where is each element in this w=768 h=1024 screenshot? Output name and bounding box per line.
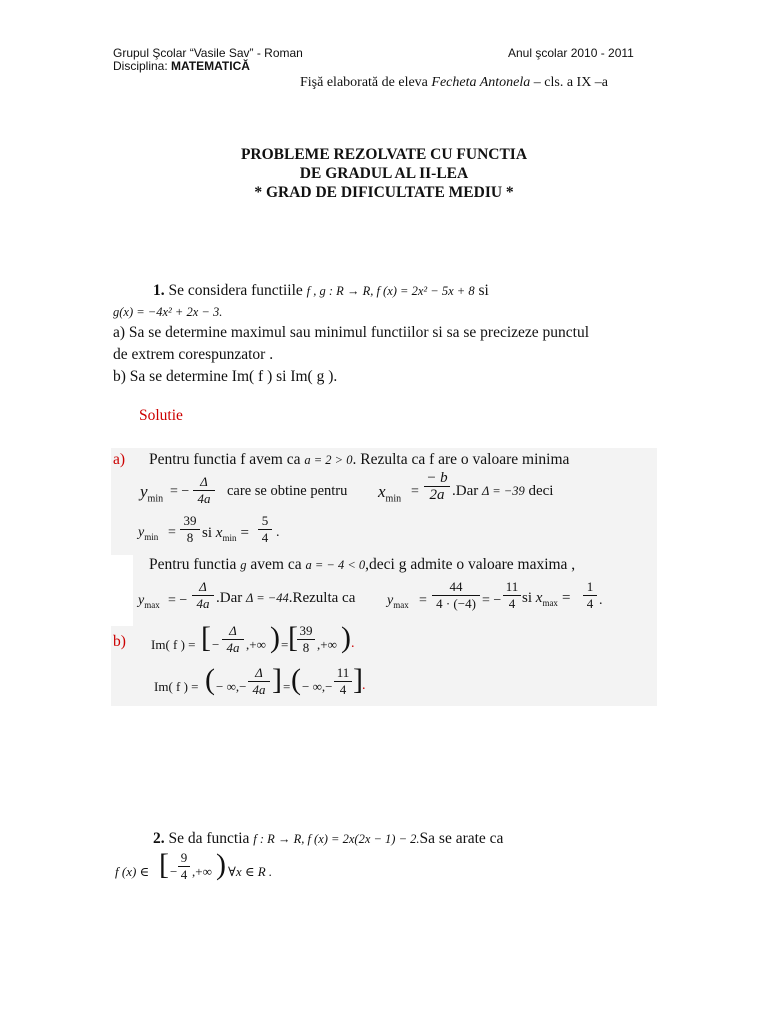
img-eq: = xyxy=(283,679,291,694)
img-dot: . xyxy=(362,678,366,693)
ymin-eq-2: = xyxy=(168,525,176,540)
imf-minus: − xyxy=(212,637,220,652)
imf-plusinf-2: ,+∞ xyxy=(317,637,337,652)
title-line-2: DE GRADUL AL II-LEA xyxy=(299,165,469,182)
problem1-number: 1. xyxy=(153,282,165,299)
ymax-symbol: $y_{max}$ xyxy=(138,593,160,610)
dar-delta: .Dar Δ = −39 deci xyxy=(452,483,554,499)
p2-plusinf: ,+∞ xyxy=(192,864,212,879)
imf-bracket-open-2: [ xyxy=(288,621,298,654)
solution-label: Solutie xyxy=(139,407,183,424)
p2-minus: − xyxy=(170,864,178,879)
xmin-eq: = xyxy=(411,484,419,499)
img-bracket-close: ] xyxy=(272,663,282,696)
frac-1-4: 1 4 xyxy=(583,580,597,611)
problem2-number: 2. xyxy=(153,830,165,847)
problem2-lhs: f (x) ∈ xyxy=(115,864,150,879)
dot-2: . xyxy=(599,593,603,608)
solution-a-line1 xyxy=(149,451,569,469)
a-line1-pre: Pentru functia f avem ca xyxy=(149,451,305,468)
si-xmax: si $x_{max}$ = xyxy=(522,590,571,608)
problem1-def: f , g : R → R, f (x) = 2x² − 5x + 8 xyxy=(306,284,475,298)
author-line xyxy=(300,75,608,91)
p2-paren-close: ) xyxy=(216,848,226,881)
dar-rezulta: .Dar Δ = −44.Rezulta ca xyxy=(216,590,356,606)
frac-9-4: 9 4 xyxy=(178,851,190,882)
school-year: Anul şcolar 2010 - 2011 xyxy=(508,46,634,60)
problem1-si: si xyxy=(474,282,489,299)
frac-39-8-b: 39 8 xyxy=(297,624,315,655)
imf-dot: . xyxy=(351,636,355,651)
ymax-eq: = − xyxy=(168,593,188,608)
author-prefix: Fişă elaborată de eleva xyxy=(300,75,432,90)
p2-forall: ∀x ∈ R . xyxy=(228,864,273,879)
solution-a-label: a) xyxy=(113,451,126,468)
a-line1-math: a = 2 > 0 xyxy=(304,453,353,467)
a-line1-post: . Rezulta ca f are o valoare minima xyxy=(352,451,570,468)
author-suffix: – cls. a IX –a xyxy=(530,75,609,90)
school-name: Grupul Şcolar “Vasile Sav” - Roman xyxy=(113,46,303,60)
imf-paren-close-2: ) xyxy=(341,621,351,654)
solution-g-line: Pentru functia g avem ca a = − 4 < 0,deci g admite o valoare maxima , xyxy=(149,556,576,573)
img-bracket-close-2: ] xyxy=(353,663,363,696)
problem1-part-b: b) Sa se determine Im( f ) si Im( g ). xyxy=(113,368,338,385)
problem1-def-g: g(x) = −4x² + 2x − 3. xyxy=(113,305,223,319)
frac-11-4-b: 11 4 xyxy=(334,666,352,697)
dot-1: . xyxy=(276,525,280,540)
obtine-text: care se obtine pentru xyxy=(227,483,348,499)
frac-delta-4a-2: Δ 4a xyxy=(192,580,214,611)
imf-plusinf: ,+∞ xyxy=(246,637,266,652)
frac-5-4: 5 4 xyxy=(258,514,272,545)
ymin-eq: = − xyxy=(170,484,190,499)
img-lhs: Im( f ) = xyxy=(154,679,199,694)
si-xmin: si $x_{min}$ = xyxy=(202,525,249,543)
frac-delta-4a-4: Δ 4a xyxy=(248,666,270,697)
discipline-value: MATEMATICĂ xyxy=(171,59,250,73)
problem1-intro: Se considera functiile xyxy=(164,282,307,299)
ymax-eq-3: = − xyxy=(482,593,502,608)
problem2-statement: 2. Se da functia f : R → R, f (x) = 2x(2x − 1) − 2.Sa se arate ca xyxy=(153,830,504,847)
discipline-label: Disciplina: xyxy=(113,59,172,73)
imf-lhs: Im( f ) = xyxy=(151,637,196,652)
frac-11-4: 11 4 xyxy=(503,580,521,611)
imf-paren-close: ) xyxy=(270,621,280,654)
imf-eq: = xyxy=(281,637,289,652)
frac-b-2a: − b 2a xyxy=(424,471,450,502)
frac-delta-4a-3: Δ 4a xyxy=(222,624,244,655)
author-name: Fecheta Antonela xyxy=(431,75,531,90)
img-neginf-2: − ∞,− xyxy=(302,679,333,694)
frac-44: 44 4 · (−4) xyxy=(432,580,480,611)
solution-b-label: b) xyxy=(113,633,126,650)
discipline-line xyxy=(113,59,250,73)
problem1-statement xyxy=(153,282,489,300)
ymax-symbol-2: $y_{max}$ xyxy=(387,593,409,610)
problem1-part-a: a) Sa se determine maximul sau minimul functiilor si sa se precizeze punctul xyxy=(113,324,590,341)
title-line-1: PROBLEME REZOLVATE CU FUNCTIA xyxy=(240,146,528,163)
img-paren-open: ( xyxy=(205,663,215,696)
img-paren-open-2: ( xyxy=(291,663,301,696)
xmin-symbol: $x_{min}$ xyxy=(378,482,402,505)
img-neginf: − ∞,− xyxy=(216,679,247,694)
title-line-3: * GRAD DE DIFICULTATE MEDIU * xyxy=(254,184,514,201)
frac-delta-4a: Δ 4a xyxy=(193,475,215,506)
frac-39-8: 39 8 xyxy=(180,514,200,545)
imf-bracket-open: [ xyxy=(201,621,211,654)
problem1-part-a-2: de extrem corespunzator . xyxy=(113,346,274,363)
ymin-symbol: $y_{min}$ xyxy=(140,482,164,505)
ymax-eq-2: = xyxy=(419,593,427,608)
ymin-symbol-2: $y_{min}$ xyxy=(138,525,159,542)
p2-bracket-open: [ xyxy=(159,848,169,881)
